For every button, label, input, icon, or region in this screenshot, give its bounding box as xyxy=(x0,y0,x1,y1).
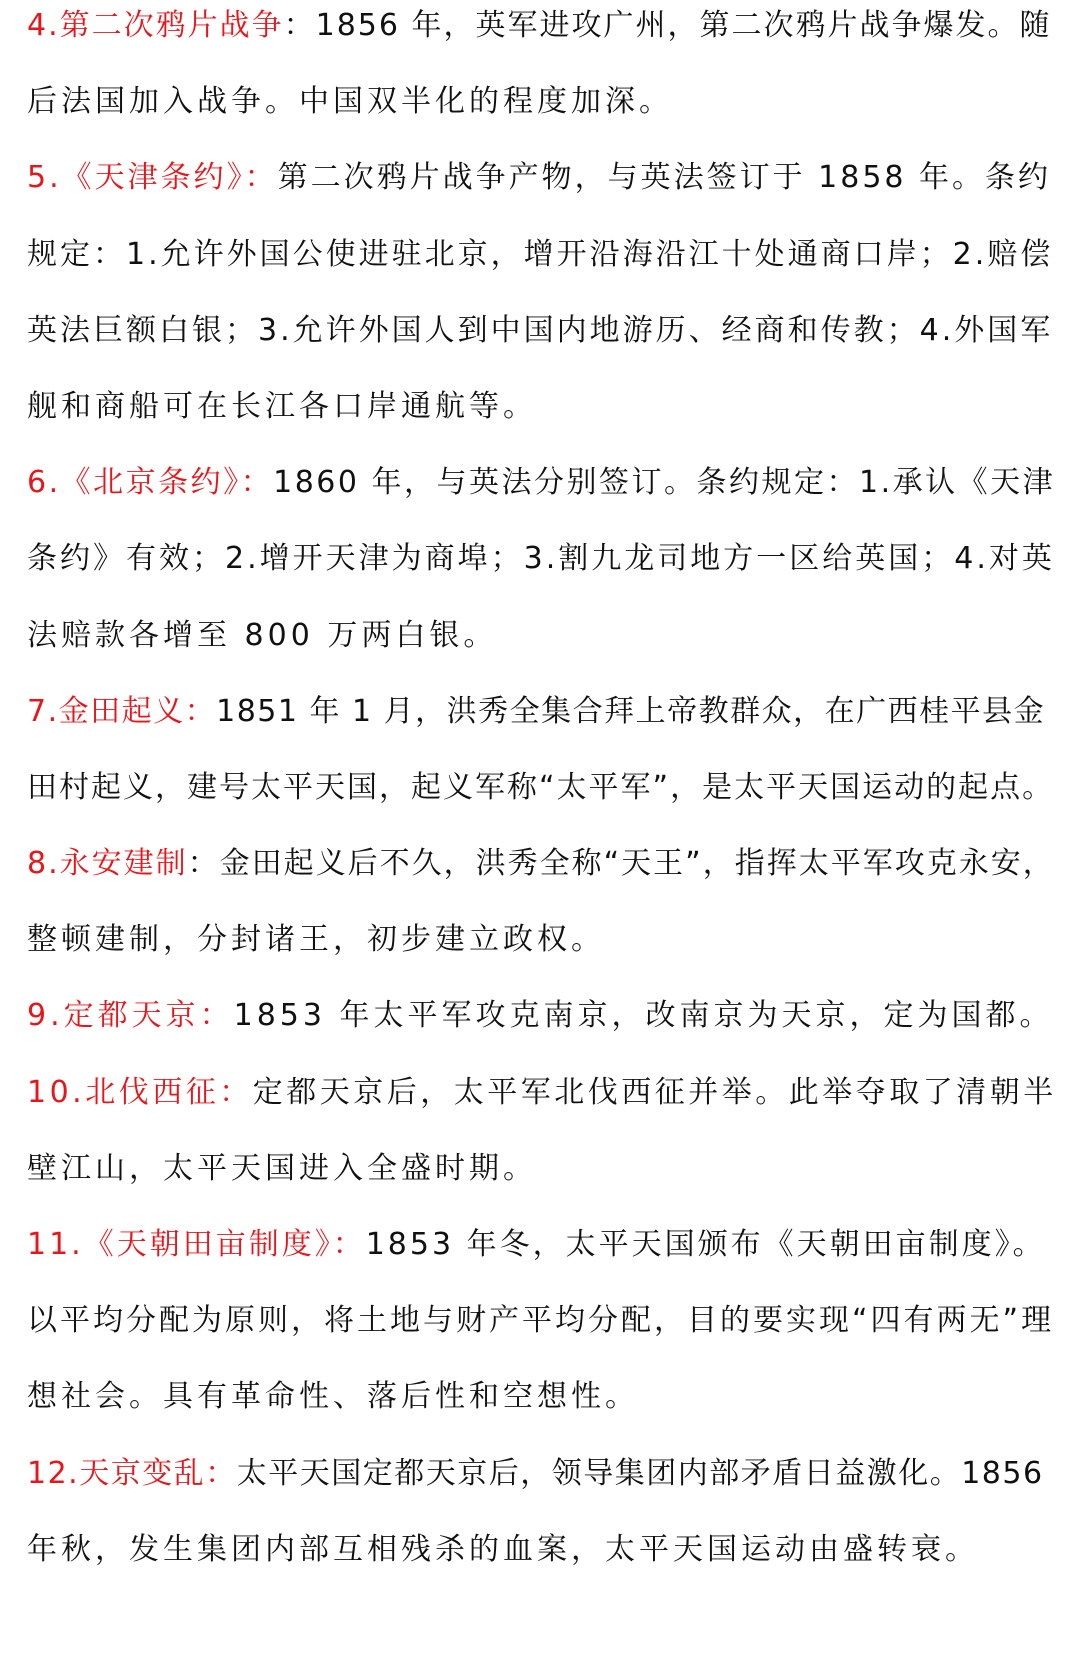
entry-11-line-3 xyxy=(27,1371,1057,1447)
entry-10-term: 10.北伐西征： xyxy=(27,1074,253,1110)
entry-7-term: 7.金田起义： xyxy=(27,693,217,729)
entry-11-term: 11.《天朝田亩制度》： xyxy=(27,1227,366,1262)
entry-4-line-1 xyxy=(27,0,1057,76)
entry-5-text: 第二次鸦片战争产物，与英法签订于 1858 年。条约 xyxy=(277,160,1052,196)
entry-10-text: 壁江山，太平天国进入全盛时期。 xyxy=(27,1150,537,1186)
entry-12-text: 太平天国定都天京后，领导集团内部矛盾日益激化。1856 xyxy=(236,1455,1044,1491)
entry-6-text: 1860 年，与英法分别签订。条约规定：1.承认《天津 xyxy=(273,465,1056,501)
document-page xyxy=(27,0,1057,1600)
entry-7-text: 田村起义，建号太平天国，起义军称“太平军”，是太平天国运动的起点。 xyxy=(27,769,1055,805)
entry-4-text: ：1856 年，英军进攻广州，第二次鸦片战争爆发。随 xyxy=(283,8,1052,43)
entry-9-text: 1853 年太平军攻克南京，改南京为天京，定为国都。 xyxy=(233,998,1054,1034)
entry-8-term: 8.永安建制 xyxy=(27,846,188,882)
entry-8-text: 整顿建制，分封诸王，初步建立政权。 xyxy=(27,922,605,958)
entry-12-line-2 xyxy=(27,1524,1057,1600)
entry-12-line-1 xyxy=(27,1448,1057,1524)
entry-4-term: 4.第二次鸦片战争 xyxy=(27,8,284,43)
entry-5-term: 5.《天津条约》： xyxy=(27,160,278,196)
entry-11-line-1 xyxy=(27,1219,1057,1295)
entry-5-text: 舰和商船可在长江各口岸通航等。 xyxy=(27,388,537,424)
entry-11-line-2 xyxy=(27,1295,1057,1371)
entry-5-line-1 xyxy=(27,152,1057,228)
entry-9-term: 9.定都天京： xyxy=(27,998,234,1034)
entry-6-term: 6.《北京条约》： xyxy=(27,465,274,501)
entry-8-line-2 xyxy=(27,914,1057,990)
entry-10-line-2 xyxy=(27,1143,1057,1219)
entry-5-text: 规定：1.允许外国公使进驻北京，增开沿海沿江十处通商口岸；2.赔偿 xyxy=(27,236,1054,272)
entry-12-text: 年秋，发生集团内部互相残杀的血案，太平天国运动由盛转衰。 xyxy=(27,1531,979,1567)
entry-7-line-2 xyxy=(27,762,1057,838)
entry-10-line-1 xyxy=(27,1067,1057,1143)
entry-11-text: 1853 年冬，太平天国颁布《天朝田亩制度》。 xyxy=(365,1227,1046,1262)
entry-6-text: 法赔款各增至 800 万两白银。 xyxy=(27,617,498,653)
entry-6-text: 条约》有效；2.增开天津为商埠；3.割九龙司地方一区给英国；4.对英 xyxy=(27,541,1055,577)
entry-7-text: 1851 年 1 月，洪秀全集合拜上帝教群众，在广西桂平县金 xyxy=(216,693,1046,729)
entry-10-text: 定都天京后，太平军北伐西征并举。此举夺取了清朝半 xyxy=(252,1074,1057,1110)
entry-6-line-2 xyxy=(27,533,1057,609)
entry-4-text: 后法国加入战争。中国双半化的程度加深。 xyxy=(27,84,673,120)
entry-4-line-2 xyxy=(27,76,1057,152)
entry-11-text: 想社会。具有革命性、落后性和空想性。 xyxy=(27,1379,639,1415)
entry-7-line-1 xyxy=(27,686,1057,762)
entry-5-line-3 xyxy=(27,305,1057,381)
entry-11-text: 以平均分配为原则，将土地与财产平均分配，目的要实现“四有两无”理 xyxy=(27,1303,1055,1339)
entry-5-line-2 xyxy=(27,229,1057,305)
entry-5-text: 英法巨额白银；3.允许外国人到中国内地游历、经商和传教；4.外国军 xyxy=(27,312,1054,348)
entry-12-term: 12.天京变乱： xyxy=(27,1455,237,1491)
entry-9-line-1 xyxy=(27,990,1057,1066)
entry-6-line-3 xyxy=(27,610,1057,686)
entry-5-line-4 xyxy=(27,381,1057,457)
entry-6-line-1 xyxy=(27,457,1057,533)
entry-8-line-1 xyxy=(27,838,1057,914)
entry-8-text: ：金田起义后不久，洪秀全称“天王”，指挥太平军攻克永安， xyxy=(187,846,1055,882)
